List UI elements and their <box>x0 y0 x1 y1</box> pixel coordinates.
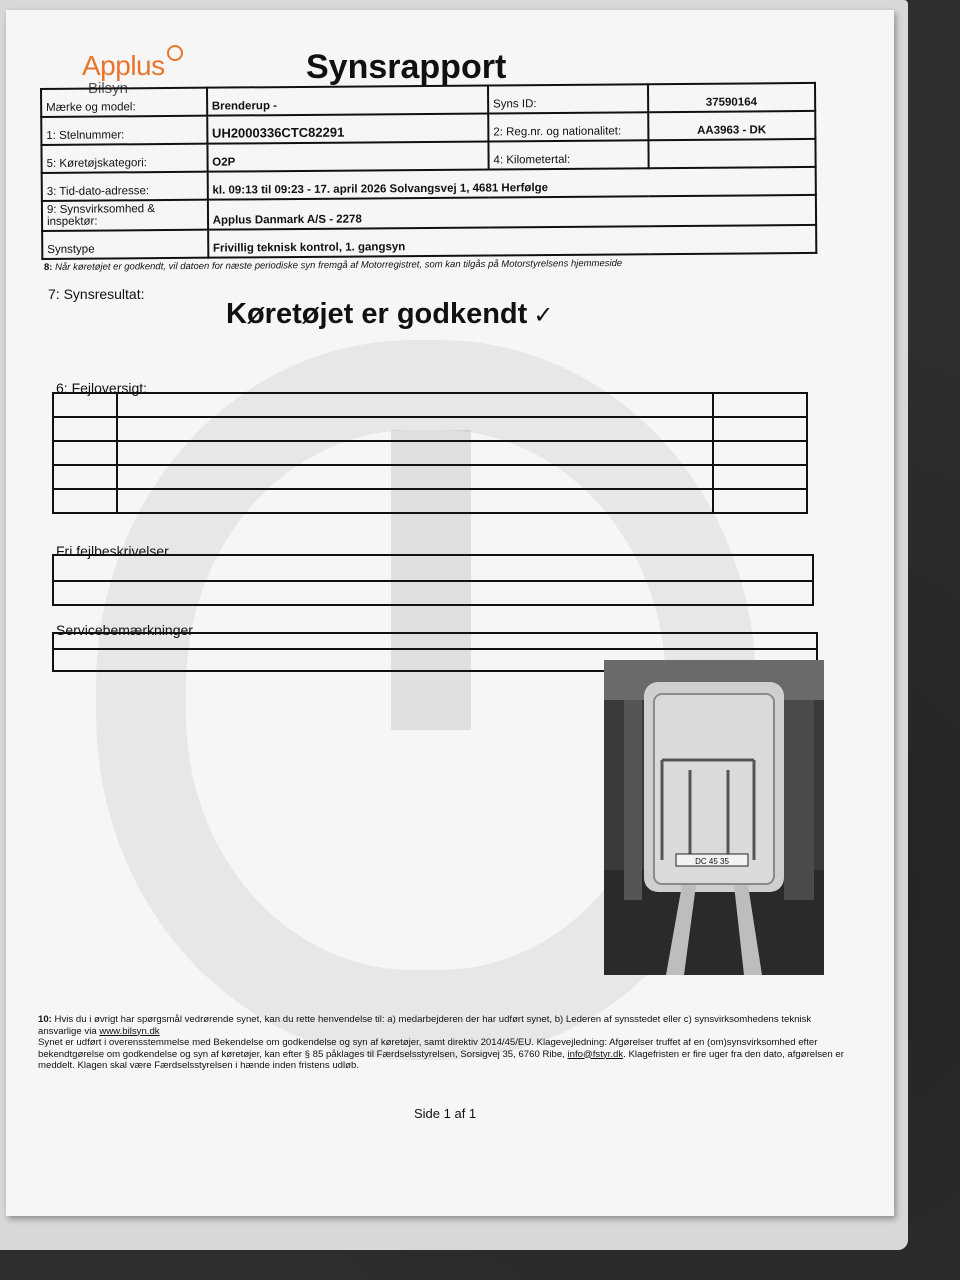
footer-line-2-end: . Klagefristen er fire uger fra den dato, afgørelsen er meddelt. Klagen skal være Færdselsstyrelsen i hænde inden fristens udløb. <box>38 1048 844 1071</box>
table-row <box>53 489 807 513</box>
make-label: Mærke og model: <box>41 88 207 117</box>
note-8-text: Når køretøjet er godkendt, vil datoen for næste periodiske syn fremgå af Motorregistret, som kan tilgås på Motorstyrelsens hjemmeside <box>55 257 623 273</box>
footer-line-2: Synet er udført i overensstemmelse med Bekendelse om godkendelse og syn af køretøjer, samt direktiv 2014/45/EU. Klagevejledning: Afgørelser truffet af en (om)synsvirksomhed efter bekendtgørelse om godkendelse og syn af køretøjer, kan efter § 85 påklages til Færdselsstyrelsen, Sorsigvej 35, 6760 Ribe, <box>38 1037 818 1060</box>
type-value: Frivillig teknisk kontrol, 1. gangsyn <box>208 225 817 258</box>
fstyr-email-link[interactable]: info@fstyr.dk <box>567 1048 624 1060</box>
inspector-value: Applus Danmark A/S - 2278 <box>208 195 817 230</box>
result-heading <box>226 298 553 331</box>
free-description-label: Fri fejlbeskrivelser <box>56 543 169 559</box>
make-value: Brenderup - <box>207 85 489 115</box>
table-row <box>53 393 807 417</box>
logo-subtext: Bilsyn <box>88 80 129 97</box>
footer-paragraph-10 <box>38 1014 848 1037</box>
bilsyn-link[interactable]: www.bilsyn.dk <box>99 1025 160 1037</box>
logo-plus-icon <box>167 45 183 61</box>
inspector-label: 9: Synsvirksomhed & inspektør: <box>42 200 208 231</box>
note-8-number: 8: <box>43 261 53 274</box>
vehicle-photo <box>604 660 824 975</box>
license-plate: DC 45 35 <box>695 857 729 866</box>
syns-id-value: 37590164 <box>648 83 816 112</box>
syns-id-label: Syns ID: <box>488 84 648 113</box>
result-text: Køretøjet er godkendt <box>226 298 528 330</box>
category-label: 5: Køretøjskategori: <box>41 144 207 173</box>
reg-value: AA3963 - DK <box>648 111 816 140</box>
vehicle-info-table <box>40 82 817 260</box>
free-description-box <box>52 554 814 606</box>
report-page <box>6 10 894 1216</box>
applus-logo <box>82 50 181 97</box>
table-row <box>42 225 816 259</box>
reg-label: 2: Reg.nr. og nationalitet: <box>488 112 648 141</box>
footer-text <box>38 1014 848 1072</box>
footer-number: 10: <box>38 1014 52 1025</box>
footer-paragraph-complaint <box>38 1037 848 1072</box>
page-title: Synsrapport <box>306 48 507 86</box>
service-remarks-label: Servicebemærkninger <box>56 622 193 638</box>
type-label: Synstype <box>42 230 208 259</box>
table-row <box>53 465 807 489</box>
note-8 <box>44 258 622 273</box>
trailer-image <box>604 660 824 975</box>
faults-label: 6: Fejloversigt: <box>56 380 148 396</box>
checkmark-icon: ✓ <box>533 302 554 329</box>
table-row <box>53 417 807 441</box>
faults-table <box>52 392 808 514</box>
time-value: kl. 09:13 til 09:23 - 17. april 2026 Solvangsvej 1, 4681 Herfølge <box>207 167 816 200</box>
chassis-label: 1: Stelnummer: <box>41 116 207 145</box>
table-row <box>53 441 807 465</box>
logo-text: Applus <box>82 50 165 81</box>
chassis-value: UH2000336CTC82291 <box>207 113 489 143</box>
footer-line-1: Hvis du i øvrigt har spørgsmål vedrørende synet, kan du rette henvendelse til: a) medarbejderen der har udført synet, b) Lederen af synsstedet eller c) synsvirksomhedens teknisk ansvarlige via <box>38 1014 812 1037</box>
time-label: 3: Tid-dato-adresse: <box>42 172 208 201</box>
category-value: O2P <box>207 141 489 171</box>
km-label: 4: Kilometertal: <box>488 140 648 169</box>
km-value <box>648 139 816 168</box>
page-number: Side 1 af 1 <box>414 1106 477 1121</box>
result-label: 7: Synsresultat: <box>48 286 145 302</box>
